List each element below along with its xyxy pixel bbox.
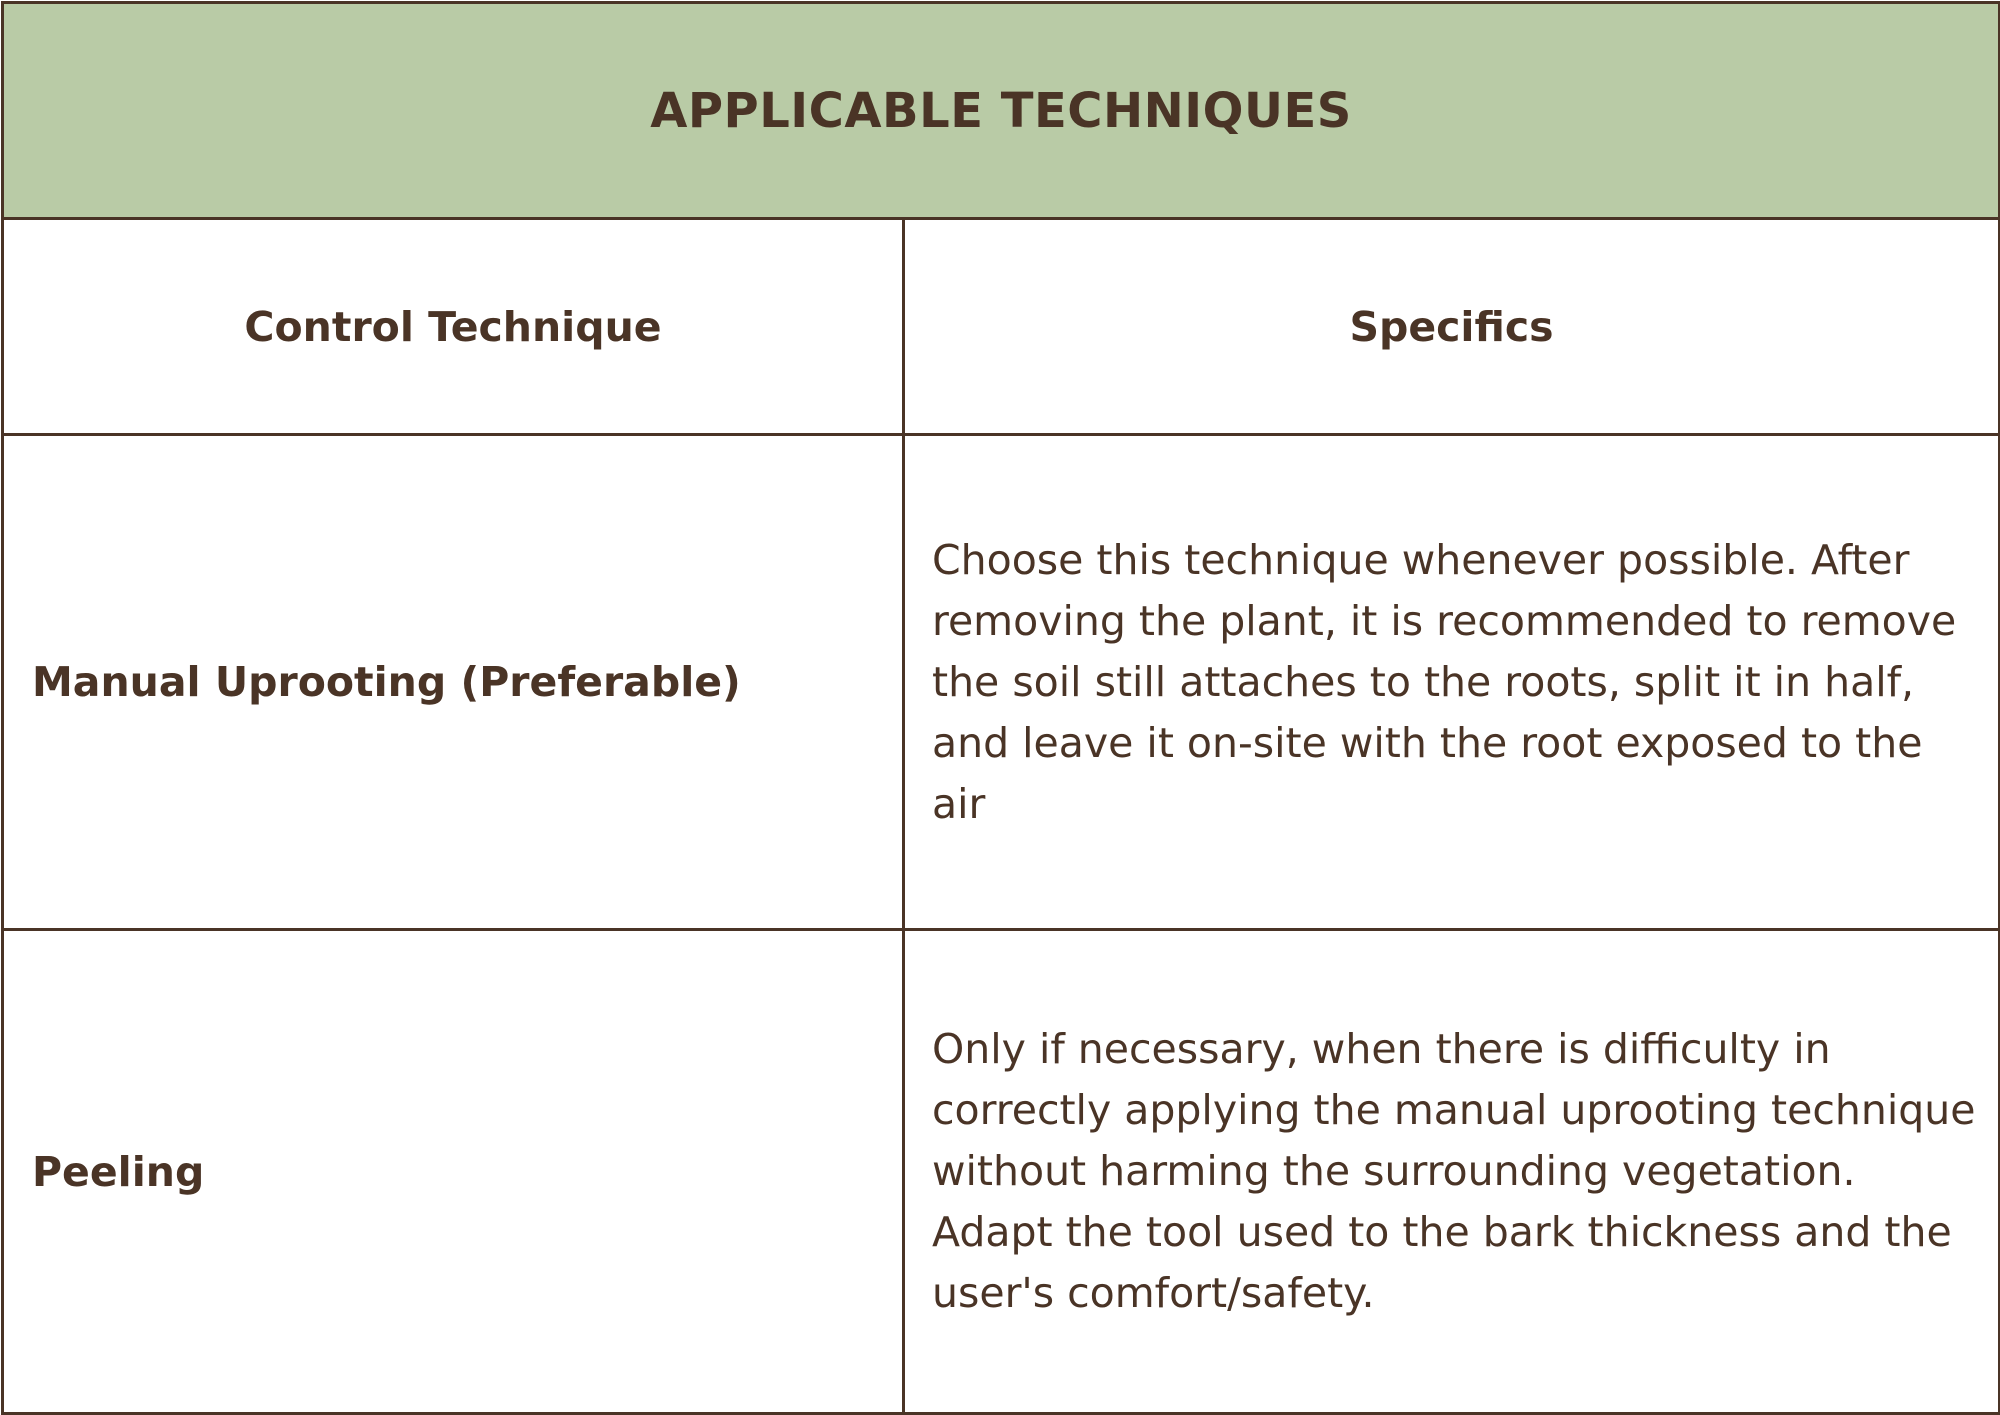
- column-header-specifics: Specifics: [904, 219, 2000, 435]
- table-title-row: [3, 3, 2000, 219]
- table-title: APPLICABLE TECHNIQUES: [3, 3, 2000, 219]
- table-row: [3, 930, 2000, 1414]
- table-row: [3, 435, 2000, 930]
- techniques-table: [1, 1, 2000, 1415]
- table-header-row: [3, 219, 2000, 435]
- technique-cell: Peeling: [3, 930, 904, 1414]
- specifics-cell: Choose this technique whenever possible. After removing the plant, it is recommended to remove the soil still attaches to the roots, split it in half, and leave it on-site with the root exposed to the air: [904, 435, 2000, 930]
- technique-cell: Manual Uprooting (Preferable): [3, 435, 904, 930]
- specifics-cell: Only if necessary, when there is difficulty in correctly applying the manual uprooting technique without harming the surrounding vegetation. Adapt the tool used to the bark thickness and the user's comfort/safety.: [904, 930, 2000, 1414]
- column-header-control-technique: Control Technique: [3, 219, 904, 435]
